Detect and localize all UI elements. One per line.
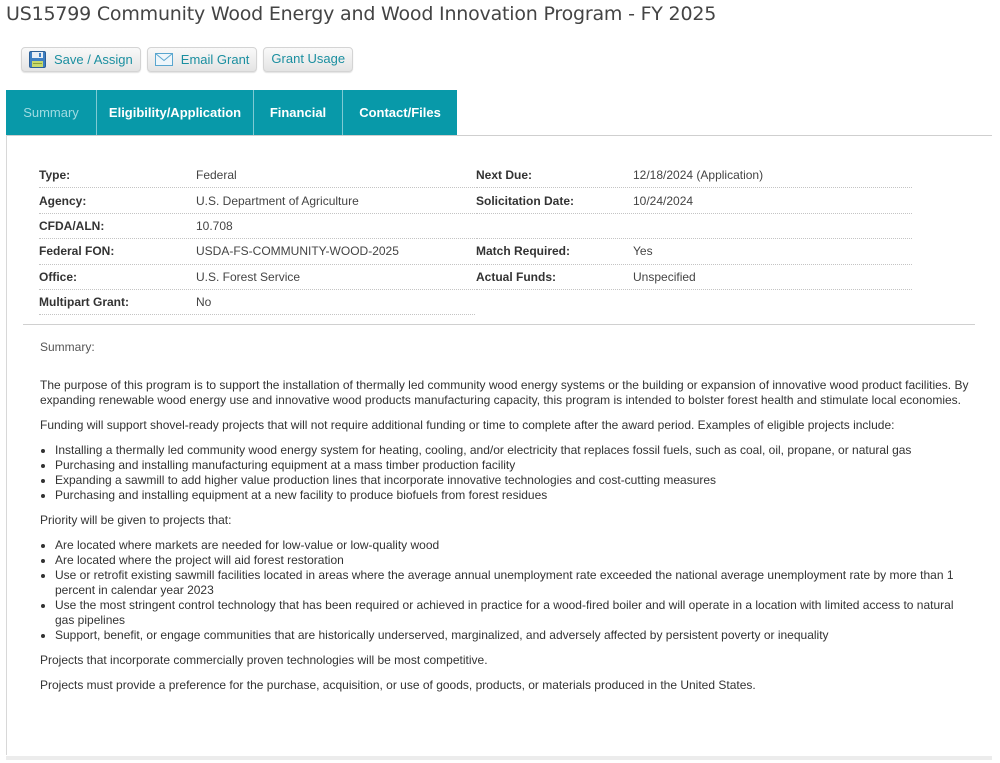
- priority-intro: Priority will be given to projects that:: [40, 513, 232, 527]
- detail-row-match-required: Match Required: Yes: [476, 239, 912, 264]
- detail-row-agency: Agency: U.S. Department of Agriculture: [39, 188, 475, 213]
- floppy-disk-icon: [29, 51, 46, 68]
- tab-financial[interactable]: Financial: [254, 90, 343, 135]
- list-item: • Installing a thermally led community wood energy system for heating, cooling, and/or electricity that replaces fossil fuels, such as coal, oil, propane, or natural gas: [55, 443, 970, 458]
- list-item: • Expanding a sawmill to add higher value production lines that incorporate innovative technologies and cost-cutting measures: [55, 473, 970, 488]
- summary-heading: Summary:: [40, 340, 95, 354]
- detail-row-solicitation-date: Solicitation Date: 10/24/2024: [476, 188, 912, 213]
- list-item: • Are located where the project will aid forest restoration: [55, 553, 970, 568]
- tab-contact-files[interactable]: Contact/Files: [343, 90, 457, 135]
- page-title: US15799 Community Wood Energy and Wood Innovation Program - FY 2025: [6, 3, 717, 25]
- details-right-column: [476, 163, 912, 290]
- detail-row-empty: [476, 214, 912, 239]
- summary-funding: Funding will support shovel-ready projects that will not require additional funding or time to complete after the award period. Examples of eligible projects include:: [40, 418, 895, 432]
- detail-row-type: Type: Federal: [39, 163, 475, 188]
- list-item: • Support, benefit, or engage communities that are historically underserved, marginalized, and adversely affected by persistent poverty or inequality: [55, 628, 970, 643]
- summary-section: [40, 340, 970, 703]
- save-assign-button[interactable]: [21, 47, 141, 72]
- content-border: [6, 135, 7, 755]
- summary-preference: Projects must provide a preference for the purchase, acquisition, or use of goods, products, or materials produced in the United States.: [40, 678, 756, 692]
- summary-intro: The purpose of this program is to support the installation of thermally led community wood energy systems or the building or expansion of innovative wood product facilities. By expanding renewable wood energy use and innovative wood products manufacturing capacity, this program is intended to bolster forest health and stimulate local economies.: [40, 378, 969, 407]
- details-left-column: [39, 163, 475, 315]
- list-item: • Use the most stringent control technology that has been required or achieved in practice for a wood-fired boiler and will operate in a location with limited access to natural gas pipelines: [55, 598, 970, 628]
- tab-eligibility-application[interactable]: Eligibility/Application: [97, 90, 254, 135]
- detail-row-multipart-grant: Multipart Grant: No: [39, 290, 475, 315]
- tab-summary[interactable]: Summary: [6, 90, 97, 135]
- tab-bar: [6, 90, 457, 135]
- detail-row-next-due: Next Due: 12/18/2024 (Application): [476, 163, 912, 188]
- email-grant-label: Email Grant: [180, 52, 250, 67]
- email-grant-button[interactable]: [147, 47, 258, 72]
- grant-usage-button[interactable]: [263, 47, 353, 72]
- envelope-icon: [155, 53, 173, 66]
- list-item: • Use or retrofit existing sawmill facilities located in areas where the average annual unemployment rate exceeded the national average unemployment rate by more than 1 percent in calendar year 2023: [55, 568, 970, 598]
- tab-divider: [6, 135, 992, 136]
- save-assign-label: Save / Assign: [54, 52, 133, 67]
- section-divider: [23, 324, 975, 325]
- priorities-list: [40, 538, 970, 643]
- summary-competitive: Projects that incorporate commercially proven technologies will be most competitive.: [40, 653, 488, 667]
- detail-row-actual-funds: Actual Funds: Unspecified: [476, 265, 912, 290]
- detail-row-cfda: CFDA/ALN: 10.708: [39, 214, 475, 239]
- detail-row-federal-fon: Federal FON: USDA-FS-COMMUNITY-WOOD-2025: [39, 239, 475, 264]
- list-item: • Purchasing and installing manufacturing equipment at a mass timber production facility: [55, 458, 970, 473]
- list-item: • Are located where markets are needed for low-value or low-quality wood: [55, 538, 970, 553]
- list-item: • Purchasing and installing equipment at a new facility to produce biofuels from forest residues: [55, 488, 970, 503]
- toolbar: [21, 47, 353, 72]
- detail-row-office: Office: U.S. Forest Service: [39, 265, 475, 290]
- bottom-border: [6, 756, 992, 760]
- grant-usage-label: Grant Usage: [271, 51, 346, 66]
- examples-list: [40, 443, 970, 503]
